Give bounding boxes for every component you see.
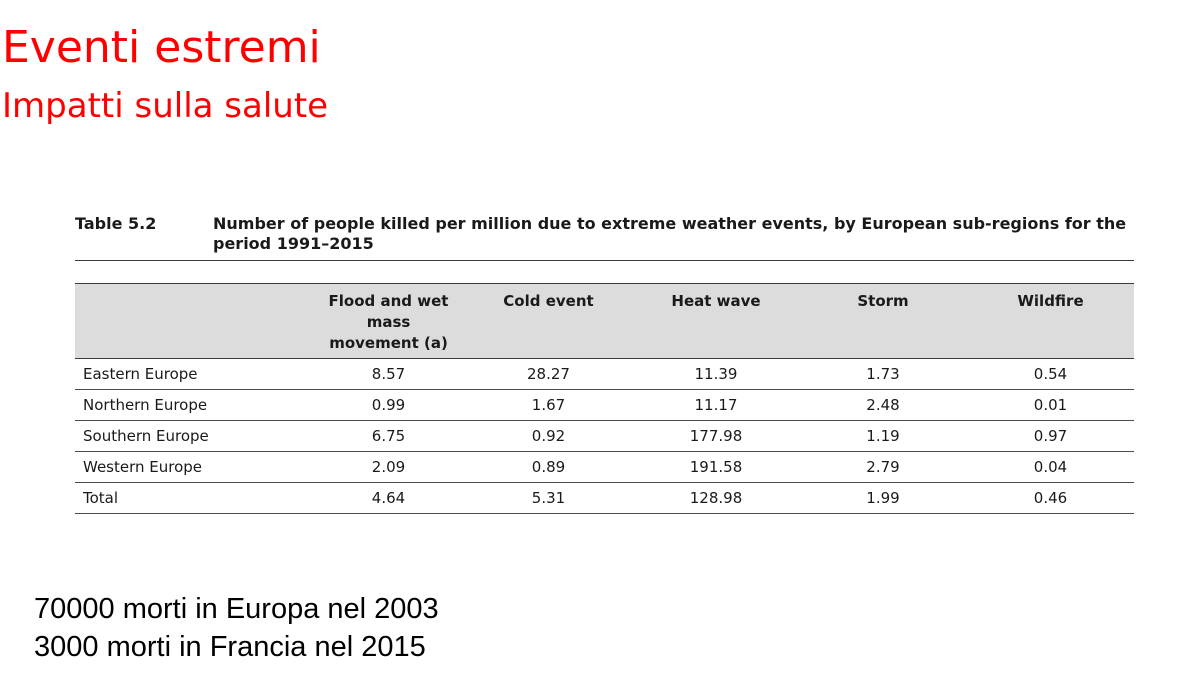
column-header-region (75, 284, 313, 359)
column-header-storm: Storm (799, 284, 967, 359)
note-europe-2003: 70000 morti in Europa nel 2003 (34, 593, 439, 625)
column-header-flood-label: Flood and wet mass movement (a) (328, 292, 449, 352)
slide-subtitle: Impatti sulla salute (2, 86, 329, 126)
cell-cold-event: 0.89 (464, 452, 633, 483)
cell-storm: 2.48 (799, 390, 967, 421)
column-header-heat-wave: Heat wave (633, 284, 799, 359)
column-header-flood (313, 284, 464, 359)
cell-storm: 1.73 (799, 359, 967, 390)
note-france-2015: 3000 morti in Francia nel 2015 (34, 631, 426, 663)
cell-heat-wave: 11.39 (633, 359, 799, 390)
cell-storm: 1.99 (799, 483, 967, 514)
cell-cold-event: 28.27 (464, 359, 633, 390)
column-header-cold-event: Cold event (464, 284, 633, 359)
cell-region: Eastern Europe (75, 359, 313, 390)
cell-heat-wave: 11.17 (633, 390, 799, 421)
cell-flood: 2.09 (313, 452, 464, 483)
table-caption-text: Number of people killed per million due to extreme weather events, by European sub-regions for the period 1991–2015 (213, 214, 1127, 253)
cell-wildfire: 0.01 (967, 390, 1134, 421)
deaths-table (75, 283, 1134, 514)
cell-cold-event: 1.67 (464, 390, 633, 421)
cell-flood: 0.99 (313, 390, 464, 421)
cell-region: Western Europe (75, 452, 313, 483)
table-row (75, 359, 1134, 390)
table-row (75, 421, 1134, 452)
cell-region: Northern Europe (75, 390, 313, 421)
column-header-wildfire: Wildfire (967, 284, 1134, 359)
cell-flood: 8.57 (313, 359, 464, 390)
slide-title: Eventi estremi (2, 22, 321, 73)
cell-wildfire: 0.54 (967, 359, 1134, 390)
table-row-total (75, 483, 1134, 514)
cell-storm: 1.19 (799, 421, 967, 452)
cell-heat-wave: 177.98 (633, 421, 799, 452)
cell-storm: 2.79 (799, 452, 967, 483)
cell-wildfire: 0.97 (967, 421, 1134, 452)
cell-wildfire: 0.04 (967, 452, 1134, 483)
table-caption (75, 214, 1134, 261)
cell-heat-wave: 128.98 (633, 483, 799, 514)
footnotes (34, 590, 439, 666)
cell-flood: 6.75 (313, 421, 464, 452)
cell-region: Total (75, 483, 313, 514)
cell-cold-event: 0.92 (464, 421, 633, 452)
table-row (75, 390, 1134, 421)
cell-region: Southern Europe (75, 421, 313, 452)
cell-heat-wave: 191.58 (633, 452, 799, 483)
cell-cold-event: 5.31 (464, 483, 633, 514)
table-header-row (75, 284, 1134, 359)
table-row (75, 452, 1134, 483)
table-number: Table 5.2 (75, 214, 157, 233)
table-block (75, 214, 1134, 514)
cell-wildfire: 0.46 (967, 483, 1134, 514)
cell-flood: 4.64 (313, 483, 464, 514)
